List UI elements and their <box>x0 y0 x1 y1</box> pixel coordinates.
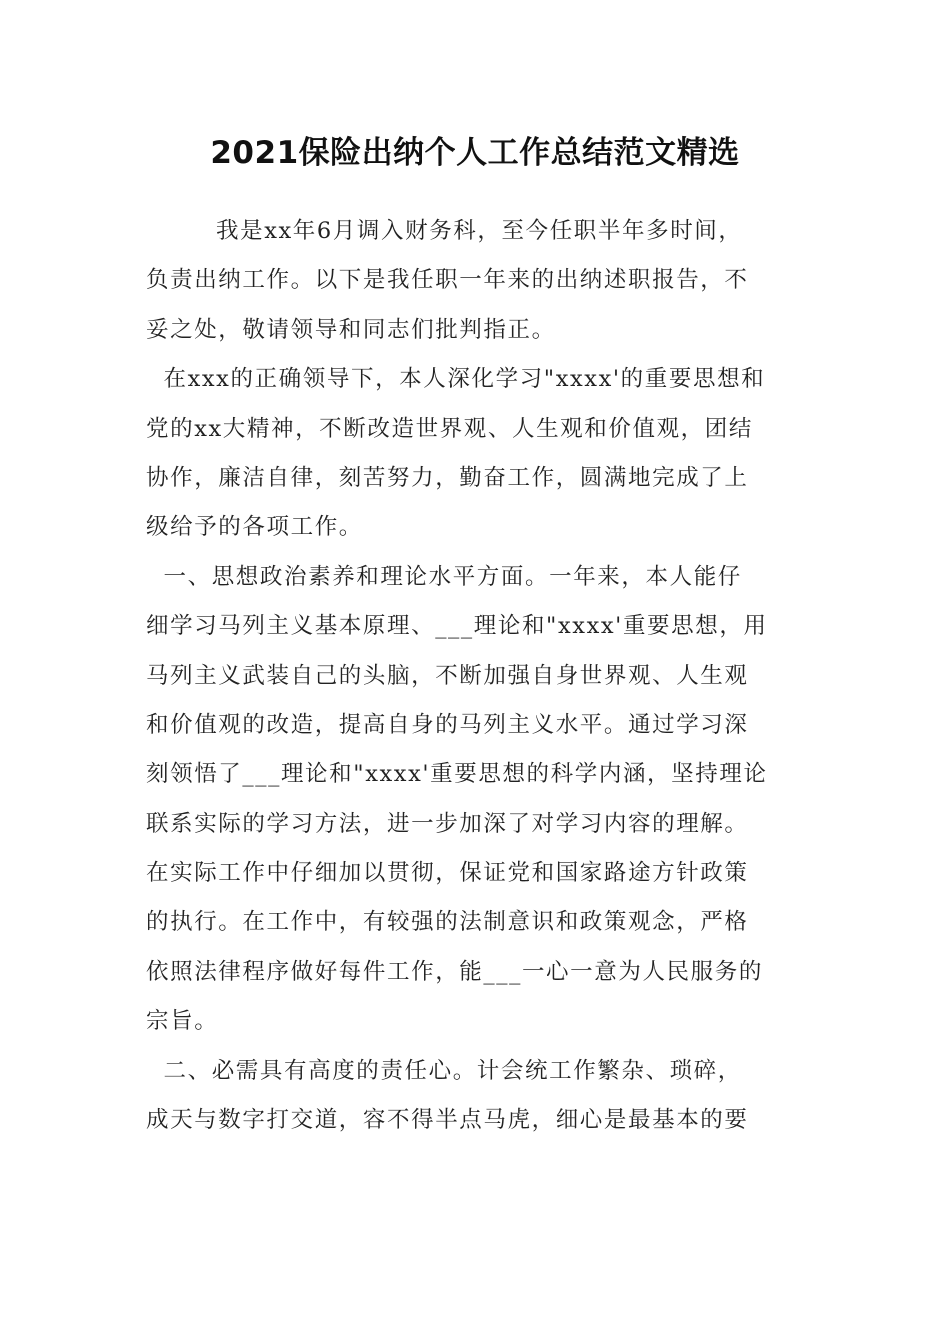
document-body <box>146 207 808 1145</box>
body-line: 宗旨。 <box>146 1008 219 1035</box>
body-line: 协作，廉洁自律，刻苦努力，勤奋工作，圆满地完成了上 <box>146 464 749 491</box>
body-line: 联系实际的学习方法，进一步加深了对学习内容的理解。 <box>146 810 749 837</box>
body-line: 我是xx年6月调入财务科，至今任职半年多时间， <box>146 218 743 244</box>
document-title: 2021保险出纳个人工作总结范文精选 <box>210 135 740 171</box>
body-line: 和价值观的改造，提高自身的马列主义水平。通过学习深 <box>146 711 749 738</box>
body-line: 刻领悟了___理论和"xxxx'重要思想的科学内涵，坚持理论 <box>146 761 768 788</box>
body-line: 的执行。在工作中，有较强的法制意识和政策观念，严格 <box>146 909 749 936</box>
body-line: 马列主义武装自己的头脑，不断加强自身世界观、人生观 <box>146 662 749 689</box>
body-line: 在xxx的正确领导下，本人深化学习"xxxx'的重要思想和 <box>146 366 766 393</box>
body-line: 级给予的各项工作。 <box>146 514 363 541</box>
body-line: 细学习马列主义基本原理、___理论和"xxxx'重要思想，用 <box>146 613 768 640</box>
body-line: 妥之处，敬请领导和同志们批判指正。 <box>146 316 556 343</box>
body-line: 二、必需具有高度的责任心。计会统工作繁杂、琐碎， <box>146 1057 742 1084</box>
body-line: 党的xx大精神，不断改造世界观、人生观和价值观，团结 <box>146 415 753 442</box>
body-line: 依照法律程序做好每件工作，能___一心一意为人民服务的 <box>146 958 763 985</box>
body-line: 一、思想政治素养和理论水平方面。一年来，本人能仔 <box>146 563 742 590</box>
body-line: 成天与数字打交道，容不得半点马虎，细心是最基本的要 <box>146 1107 749 1134</box>
body-line: 负责出纳工作。以下是我任职一年来的出纳述职报告，不 <box>146 267 749 294</box>
body-line: 在实际工作中仔细加以贯彻，保证党和国家路途方针政策 <box>146 860 749 887</box>
